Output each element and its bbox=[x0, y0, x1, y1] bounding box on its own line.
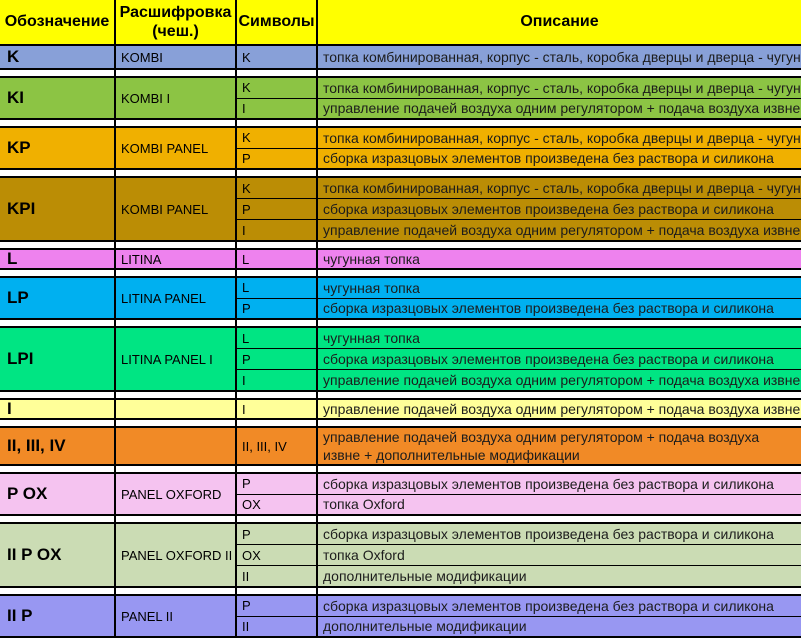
decoding-cell: PANEL II bbox=[116, 596, 237, 636]
row-gap bbox=[0, 420, 801, 426]
symbol-cell: I bbox=[237, 400, 318, 418]
description-cell: управление подачей воздуха одним регулятором + подача воздуха извне bbox=[323, 401, 801, 417]
header-decoding bbox=[116, 0, 237, 44]
designation-cell: KI bbox=[0, 78, 116, 118]
table-row-ki bbox=[0, 76, 801, 120]
symbol-cell: II bbox=[237, 617, 318, 637]
row-gap bbox=[0, 270, 801, 276]
designation-cell: I bbox=[0, 400, 116, 418]
table-row-ii-p-ox bbox=[0, 522, 801, 588]
header-decoding-line1: Расшифровка bbox=[119, 3, 232, 21]
decoding-cell: KOMBI I bbox=[116, 78, 237, 118]
description-cell: сборка изразцовых элементов произведена без раствора и силикона bbox=[323, 597, 774, 614]
designation-cell: II P bbox=[0, 596, 116, 636]
description-cell: сборка изразцовых элементов произведена без раствора и силикона bbox=[323, 526, 774, 542]
designation-cell: II, III, IV bbox=[0, 428, 116, 464]
description-cell: топка Oxford bbox=[323, 547, 405, 563]
designation-cell: K bbox=[0, 46, 116, 68]
symbol-cell: I bbox=[237, 220, 318, 240]
header-description: Описание bbox=[520, 13, 599, 30]
designation-cell: P OX bbox=[0, 474, 116, 514]
designation-cell: LP bbox=[0, 278, 116, 318]
symbol-cell: K bbox=[237, 46, 318, 68]
description-cell: топка комбинированная, корпус - сталь, коробка дверцы и дверца - чугун bbox=[323, 180, 801, 196]
description-cell: сборка изразцовых элементов произведена без раствора и силикона bbox=[323, 300, 774, 317]
symbol-cell: P bbox=[237, 149, 318, 169]
table-row-lp bbox=[0, 276, 801, 320]
table-row-kpi bbox=[0, 176, 801, 242]
table-row-l bbox=[0, 248, 801, 270]
symbol-cell: P bbox=[237, 524, 318, 544]
symbol-cell: K bbox=[237, 178, 318, 198]
decoding-cell: LITINA bbox=[116, 250, 237, 268]
decoding-cell: PANEL OXFORD bbox=[116, 474, 237, 514]
table-row-kp bbox=[0, 126, 801, 170]
designation-cell: L bbox=[0, 250, 116, 268]
decoding-cell: LITINA PANEL I bbox=[116, 328, 237, 390]
table-header-row bbox=[0, 0, 801, 44]
description-cell: управление подачей воздуха одним регулятором + подача воздуха извне bbox=[323, 372, 801, 388]
table-row-lpi bbox=[0, 326, 801, 392]
row-gap bbox=[0, 70, 801, 76]
description-cell: сборка изразцовых элементов произведена без раствора и силикона bbox=[323, 475, 774, 492]
designation-cell: KP bbox=[0, 128, 116, 168]
row-gap bbox=[0, 466, 801, 472]
description-cell: сборка изразцовых элементов произведена без раствора и силикона bbox=[323, 150, 774, 167]
description-cell: дополнительные модификации bbox=[323, 568, 527, 584]
symbol-cell: II bbox=[237, 566, 318, 586]
decoding-cell: KOMBI bbox=[116, 46, 237, 68]
decoding-cell: KOMBI PANEL bbox=[116, 128, 237, 168]
decoding-cell: PANEL OXFORD II bbox=[116, 524, 237, 586]
row-gap bbox=[0, 120, 801, 126]
table-row-i bbox=[0, 398, 801, 420]
symbol-cell: K bbox=[237, 128, 318, 148]
symbol-cell: OX bbox=[237, 545, 318, 565]
row-gap bbox=[0, 516, 801, 522]
description-cell: чугунная топка bbox=[323, 330, 420, 346]
table-row-ii-iii-iv bbox=[0, 426, 801, 466]
header-designation: Обозначение bbox=[0, 0, 116, 44]
description-cell: топка комбинированная, корпус - сталь, коробка дверцы и дверца - чугун bbox=[323, 79, 801, 96]
description-cell: управление подачей воздуха одним регулятором + подача воздуха извне bbox=[323, 222, 801, 238]
table-row-k bbox=[0, 44, 801, 70]
row-gap bbox=[0, 170, 801, 176]
symbol-cell: P bbox=[237, 199, 318, 219]
symbol-cell: P bbox=[237, 349, 318, 369]
description-cell: управление подачей воздуха одним регулятором + подача воздуха извне + дополнительные модификации bbox=[323, 429, 760, 463]
row-gap bbox=[0, 588, 801, 594]
designation-cell: KPI bbox=[0, 178, 116, 240]
symbol-cell: I bbox=[237, 370, 318, 390]
header-decoding-line2: (чеш.) bbox=[152, 23, 199, 40]
description-cell: топка Oxford bbox=[323, 496, 405, 513]
decoding-cell bbox=[116, 428, 237, 464]
description-cell: сборка изразцовых элементов произведена без раствора и силикона bbox=[323, 351, 774, 367]
designation-cell: II P OX bbox=[0, 524, 116, 586]
description-cell: дополнительные модификации bbox=[323, 618, 527, 635]
decoding-cell: LITINA PANEL bbox=[116, 278, 237, 318]
symbol-cell: L bbox=[237, 278, 318, 298]
symbol-cell: OX bbox=[237, 495, 318, 515]
symbol-cell: P bbox=[237, 596, 318, 616]
symbol-cell: L bbox=[237, 250, 318, 268]
description-cell: топка комбинированная, корпус - сталь, коробка дверцы и дверца - чугун bbox=[323, 129, 801, 146]
symbol-cell: II, III, IV bbox=[237, 428, 318, 464]
description-cell: управление подачей воздуха одним регулятором + подача воздуха извне bbox=[323, 100, 801, 117]
description-cell: сборка изразцовых элементов произведена без раствора и силикона bbox=[323, 201, 774, 217]
decoding-cell: KOMBI PANEL bbox=[116, 178, 237, 240]
decoding-cell bbox=[116, 400, 237, 418]
symbol-cell: L bbox=[237, 328, 318, 348]
symbol-cell: P bbox=[237, 299, 318, 319]
symbol-cell: I bbox=[237, 99, 318, 119]
designation-cell: LPI bbox=[0, 328, 116, 390]
row-gap bbox=[0, 320, 801, 326]
symbol-cell: P bbox=[237, 474, 318, 494]
description-cell: топка комбинированная, корпус - сталь, коробка дверцы и дверца - чугун bbox=[323, 49, 801, 65]
symbol-cell: K bbox=[237, 78, 318, 98]
description-cell: чугунная топка bbox=[323, 251, 420, 267]
header-symbols: Символы bbox=[237, 0, 318, 44]
table-row-ii-p bbox=[0, 594, 801, 638]
description-cell: чугунная топка bbox=[323, 279, 420, 296]
table-row-p-ox bbox=[0, 472, 801, 516]
row-gap bbox=[0, 392, 801, 398]
row-gap bbox=[0, 242, 801, 248]
